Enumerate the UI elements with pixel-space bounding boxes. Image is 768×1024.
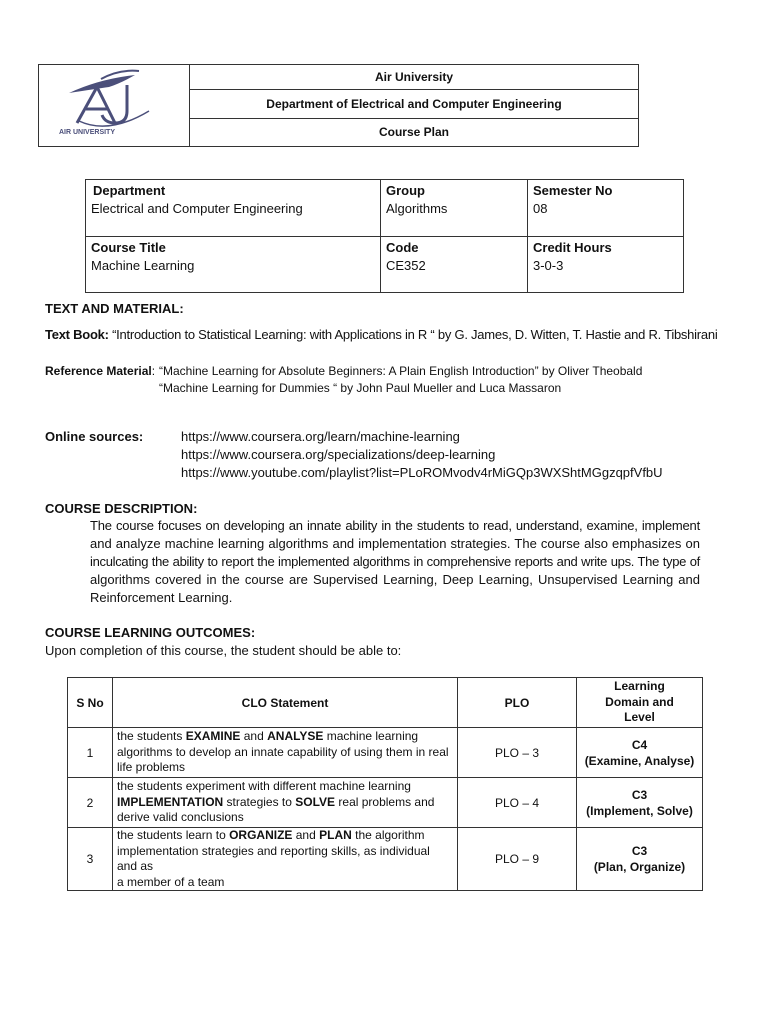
department-cell [86, 180, 381, 237]
group-value: Algorithms [386, 201, 448, 216]
reference-label-line [45, 363, 155, 380]
online-link-2[interactable]: https://www.coursera.org/specializations/deep-learning [181, 447, 496, 462]
stmt-line: implementation strategies and reporting skills, as individual and as [117, 843, 430, 873]
col-domain [577, 678, 703, 728]
department-value: Electrical and Computer Engineering [91, 201, 303, 216]
document-title: Course Plan [190, 118, 639, 146]
domain-verbs: (Plan, Organize) [593, 860, 686, 874]
online-label: Online sources: [45, 429, 144, 444]
semester-value: 08 [533, 201, 548, 216]
course-title-value: Machine Learning [91, 257, 195, 273]
stmt-text: the students [117, 729, 186, 744]
reference-colon: : [151, 364, 156, 378]
course-title-label: Course Title [91, 239, 166, 255]
clo-header-row [68, 678, 703, 728]
credit-value: 3-0-3 [533, 257, 564, 273]
row-sno: 3 [68, 828, 113, 891]
table-row [68, 778, 703, 828]
stmt-text: and [292, 828, 320, 842]
domain-verbs: (Implement, Solve) [586, 803, 693, 818]
row-sno: 1 [68, 728, 113, 778]
table-row [68, 728, 703, 778]
air-university-logo [39, 65, 189, 143]
code-label: Code [386, 239, 419, 255]
outcomes-intro: Upon completion of this course, the student should be able to: [45, 643, 402, 658]
stmt-keyword: ORGANIZE [229, 828, 293, 842]
credit-cell [528, 236, 684, 293]
row-plo: PLO – 3 [458, 728, 577, 778]
group-cell [381, 180, 528, 237]
description-body [90, 517, 700, 607]
department-label: Department [93, 183, 166, 198]
semester-cell [528, 180, 684, 237]
description-line-4: algorithms covered in the course are Supervised Learning, Deep Learning, Unsupervised Learning and [90, 572, 700, 587]
col-domain-line-1: Learning [614, 679, 665, 694]
university-name: Air University [190, 65, 639, 90]
header-table [38, 64, 639, 147]
code-cell [381, 236, 528, 293]
credit-label: Credit Hours [533, 239, 612, 255]
col-domain-line-3: Level [624, 710, 655, 725]
table-row [68, 828, 703, 891]
semester-label: Semester No [533, 183, 613, 198]
stmt-line: the students experiment with different machine learning [117, 779, 411, 794]
clo-table [67, 677, 703, 891]
stmt-keyword: IMPLEMENTATION [117, 794, 224, 809]
description-heading: COURSE DESCRIPTION: [45, 501, 198, 516]
reference-1: “Machine Learning for Absolute Beginners: A Plain English Introduction” by Oliver Theobald [159, 364, 643, 378]
stmt-text: and [240, 729, 268, 744]
row-plo: PLO – 4 [458, 778, 577, 828]
row-statement [113, 778, 458, 828]
reference-2: “Machine Learning for Dummies “ by John Paul Mueller and Luca Massaron [159, 381, 562, 395]
row-domain [577, 728, 703, 778]
col-clo: CLO Statement [113, 678, 458, 728]
domain-level: C3 [631, 787, 648, 802]
domain-level: C3 [631, 844, 648, 858]
row-statement [113, 828, 458, 891]
domain-level: C4 [631, 737, 648, 752]
domain-verbs: (Examine, Analyse) [584, 753, 695, 768]
stmt-line: a member of a team [117, 874, 225, 889]
description-line-2: and analyze machine learning algorithms and implementation strategies. The course also emphasizes on [90, 536, 700, 551]
group-label: Group [386, 183, 425, 198]
col-domain-line-2: Domain and [605, 694, 674, 709]
stmt-text: the algorithm [351, 828, 425, 842]
textbook-line [45, 326, 717, 343]
row-sno: 2 [68, 778, 113, 828]
stmt-text: real problems and [335, 794, 435, 809]
textbook-value: “Introduction to Statistical Learning: with Applications in R “ by G. James, D. Witten, T. Hastie and R. Tibshirani [108, 327, 718, 342]
description-line-1: The course focuses on developing an innate ability in the students to read, understand, examine, implement [90, 518, 700, 533]
stmt-text: strategies to [223, 794, 296, 809]
col-plo: PLO [458, 678, 577, 728]
logo-text: AIR UNIVERSITY [59, 129, 116, 136]
stmt-text: machine learning [323, 729, 419, 744]
row-domain [577, 778, 703, 828]
stmt-keyword: PLAN [319, 828, 352, 842]
online-link-3[interactable]: https://www.youtube.com/playlist?list=PLoROMvodv4rMiGQp3WXShtMGgzqpfVfbU [181, 465, 663, 480]
row-plo: PLO – 9 [458, 828, 577, 891]
online-link-1[interactable]: https://www.coursera.org/learn/machine-learning [181, 429, 460, 444]
stmt-keyword: SOLVE [295, 794, 336, 809]
stmt-keyword: EXAMINE [185, 729, 241, 744]
stmt-text: the students learn to [117, 828, 230, 842]
course-info-table [85, 179, 684, 293]
stmt-line: derive valid conclusions [117, 810, 244, 825]
stmt-line: algorithms to develop an innate capability of using them in real [117, 744, 449, 759]
description-line-3: inculcating the ability to report the implemented algorithms in comprehensive reports and write ups. The type of [90, 554, 700, 569]
row-domain [577, 828, 703, 891]
code-value: CE352 [386, 257, 426, 273]
logo-cell [39, 65, 190, 147]
textbook-label: Text Book: [45, 327, 109, 342]
outcomes-heading: COURSE LEARNING OUTCOMES: [45, 625, 256, 640]
stmt-line: life problems [117, 760, 186, 775]
description-line-5: Reinforcement Learning. [90, 590, 233, 605]
department-name: Department of Electrical and Computer Engineering [190, 90, 639, 118]
row-statement [113, 728, 458, 778]
course-title-cell [86, 236, 381, 293]
stmt-keyword: ANALYSE [267, 729, 324, 744]
col-sno: S No [68, 678, 113, 728]
reference-label: Reference Material [45, 364, 152, 378]
material-heading: TEXT AND MATERIAL: [45, 301, 184, 316]
